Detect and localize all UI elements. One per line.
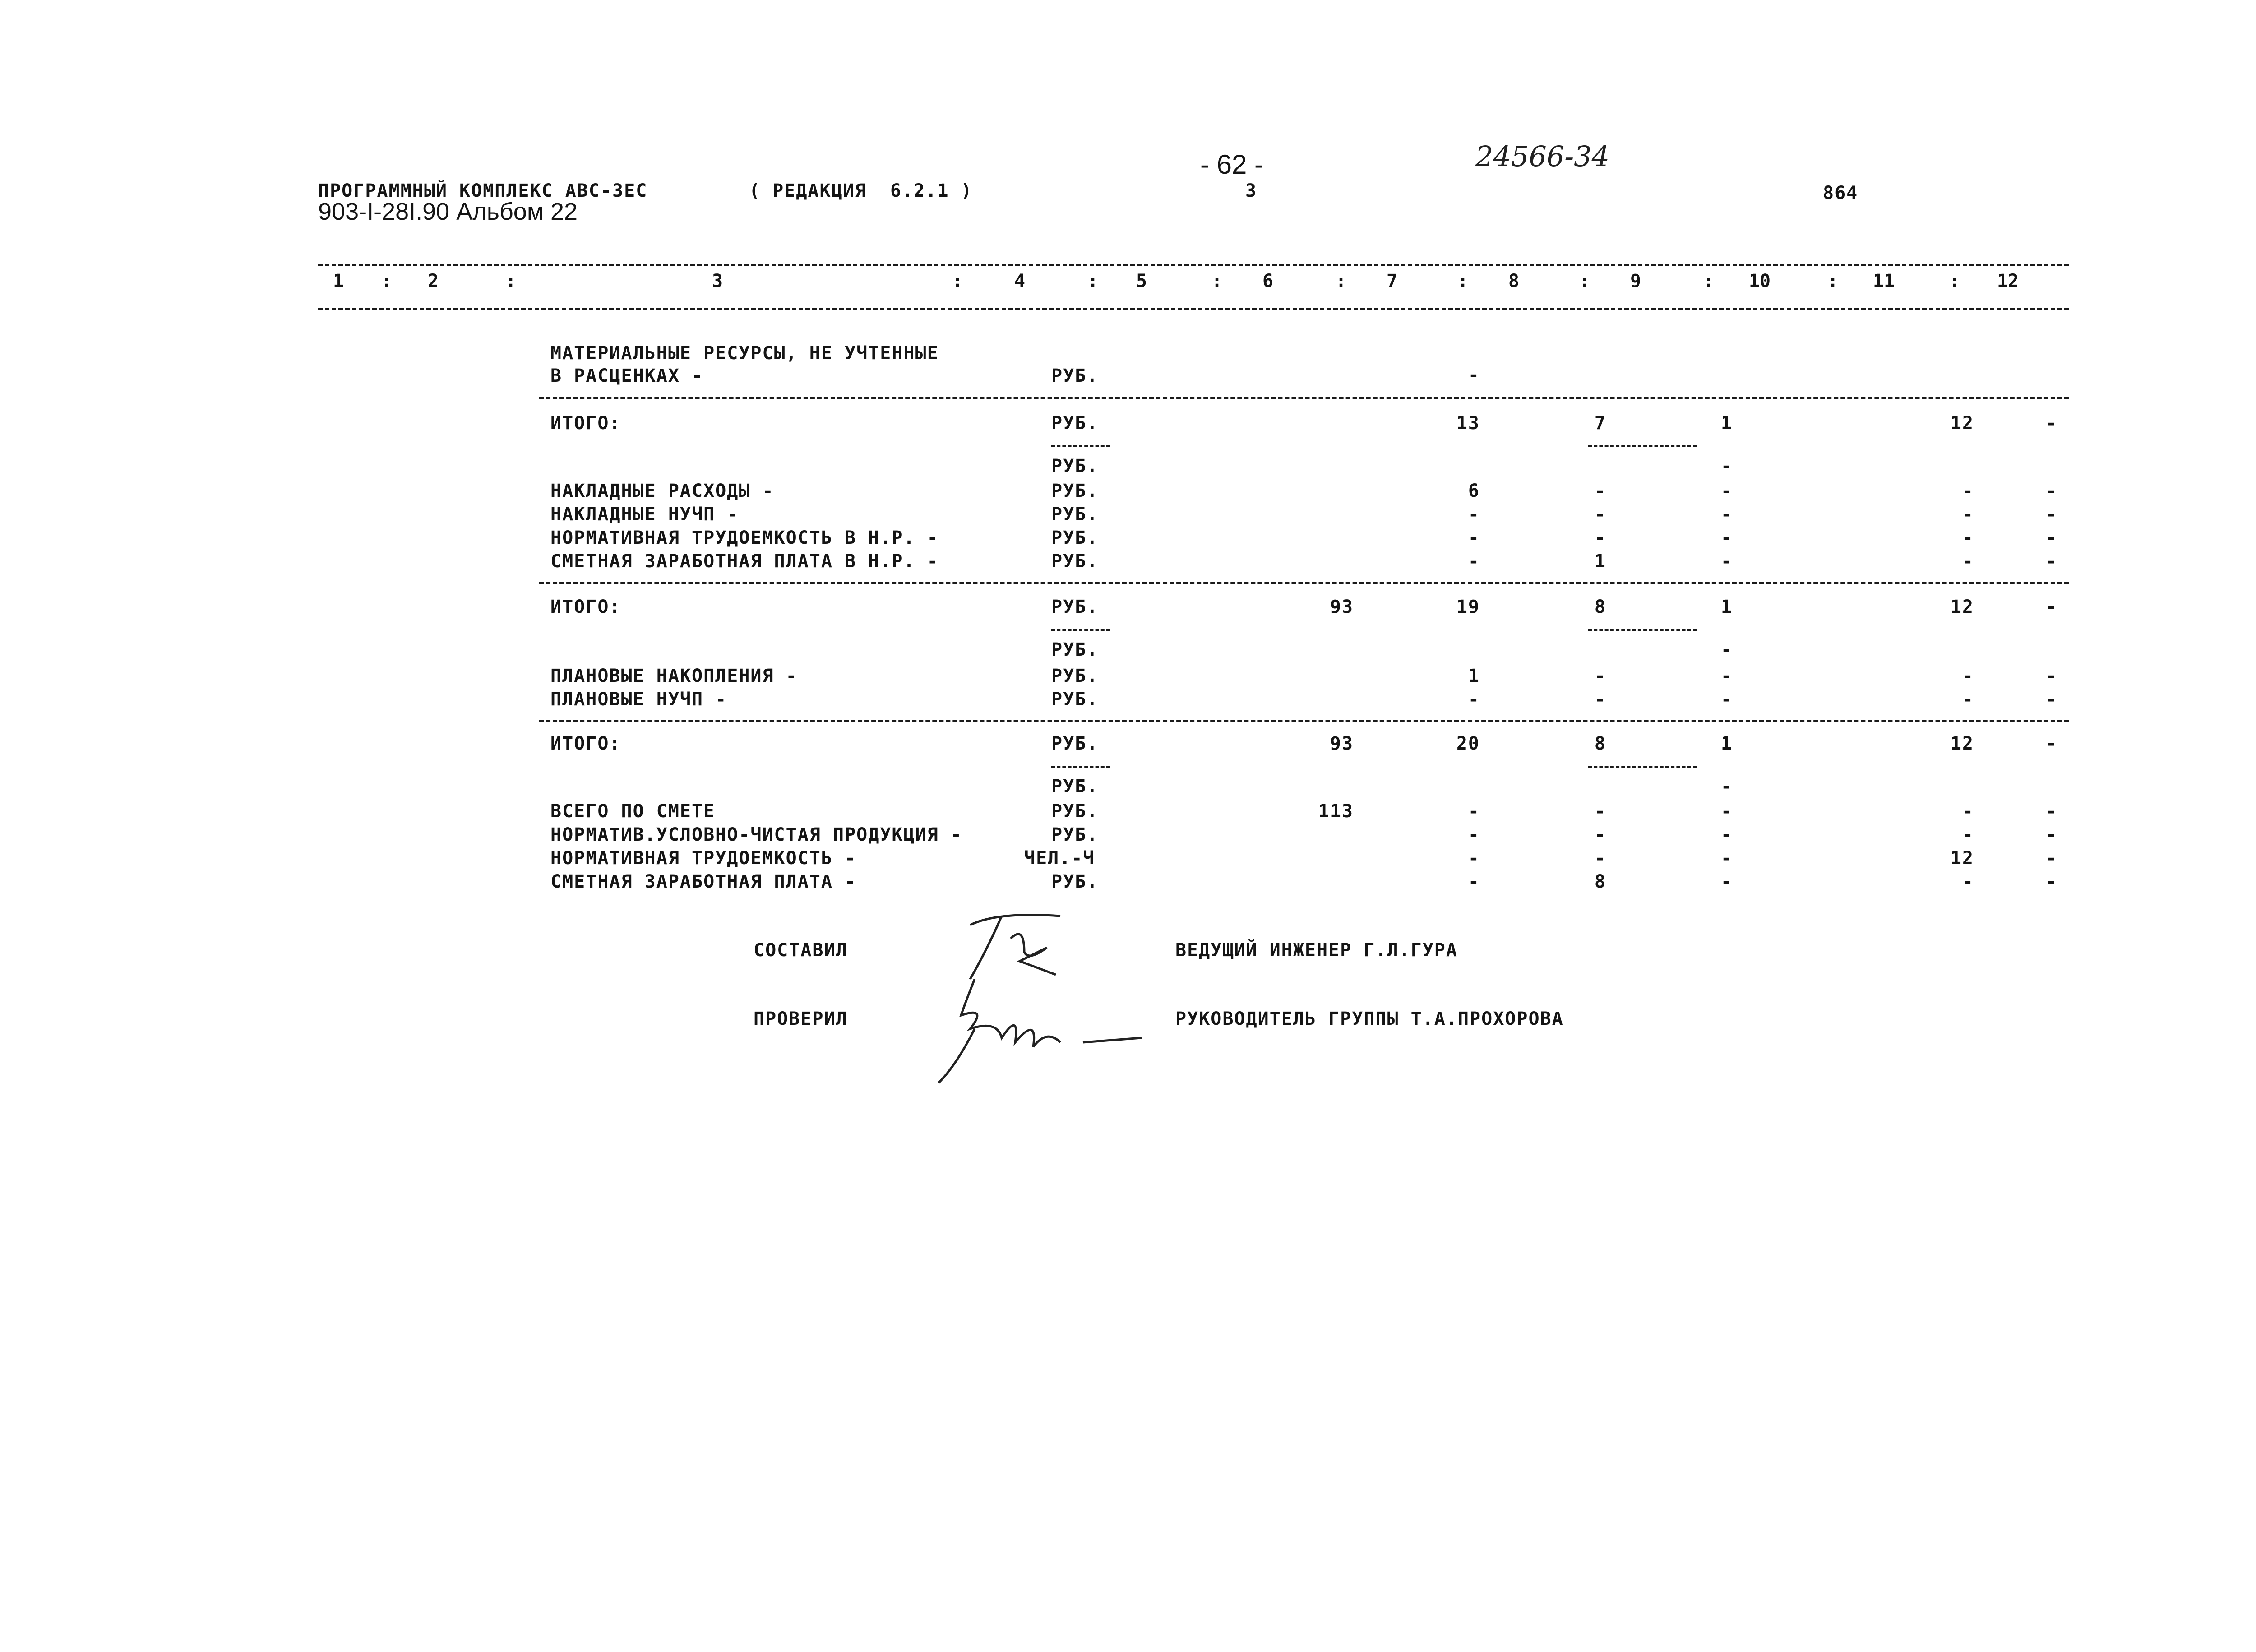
cell-c9: - (1720, 528, 1733, 548)
cell-c11: - (1962, 801, 1974, 822)
total-unit: РУБ. (1051, 733, 1099, 754)
row-unit: РУБ. (1051, 551, 1099, 572)
cell-c9-below: - (1720, 639, 1733, 660)
row-label: ПЛАНОВЫЕ НУЧП - (550, 689, 727, 710)
signature-checked (929, 975, 1155, 1092)
cell-c12: - (2045, 666, 2057, 686)
column-separator: : (381, 271, 393, 292)
cell-c9: 1 (1720, 733, 1733, 754)
cell-c8: 7 (1594, 413, 1606, 434)
subtotal-underline (1588, 766, 1697, 768)
total-label: ИТОГО: (550, 413, 621, 434)
program-name: ПРОГРАММНЫЙ КОМПЛЕКС АВС-3ЕС (318, 180, 648, 201)
column-separator: : (505, 271, 517, 292)
cell-c11: - (1962, 528, 1974, 548)
cell-c12: - (2045, 481, 2057, 501)
cell-c11: - (1962, 824, 1974, 845)
cell-c9-below: - (1720, 456, 1733, 477)
total-unit: РУБ. (1051, 413, 1099, 434)
column-header-11: 11 (1872, 271, 1895, 292)
row-unit: РУБ. (1051, 666, 1099, 686)
cell-c11: - (1962, 666, 1974, 686)
edition: ( РЕДАКЦИЯ 6.2.1 ) (749, 180, 973, 201)
cell-c9: - (1720, 504, 1733, 525)
cell-c9: - (1720, 801, 1733, 822)
cell-c8: - (1594, 481, 1606, 501)
row-label: НОРМАТИВ.УСЛОВНО-ЧИСТАЯ ПРОДУКЦИЯ - (550, 824, 962, 845)
cell-c9: - (1720, 689, 1733, 710)
total-unit-below: РУБ. (1051, 456, 1099, 477)
cell-c7: - (1468, 824, 1480, 845)
row-unit: РУБ. (1051, 824, 1099, 845)
cell-c6: 93 (1330, 733, 1354, 754)
cell-c11: - (1962, 504, 1974, 525)
column-separator: : (1087, 271, 1099, 292)
total-label: ИТОГО: (550, 733, 621, 754)
unit-underline (1051, 766, 1110, 768)
cell-c11: - (1962, 551, 1974, 572)
cell-c8: 8 (1594, 733, 1606, 754)
checked-label: ПРОВЕРИЛ (754, 1009, 848, 1029)
unit-underline (1051, 445, 1110, 447)
row-unit: РУБ. (1051, 504, 1099, 525)
subtotal-underline (1588, 629, 1697, 631)
row-label: СМЕТНАЯ ЗАРАБОТНАЯ ПЛАТА В Н.Р. - (550, 551, 939, 572)
cell-c7: - (1468, 365, 1480, 385)
cell-c7: - (1468, 871, 1480, 892)
column-header-1: 1 (333, 271, 344, 292)
row-unit: РУБ. (1051, 871, 1099, 892)
cell-c6: 113 (1318, 801, 1354, 822)
total-unit-below: РУБ. (1051, 776, 1099, 797)
cell-c11: - (1962, 871, 1974, 892)
cell-c12: - (2045, 801, 2057, 822)
row-label: НАКЛАДНЫЕ РАСХОДЫ - (550, 481, 774, 501)
sheet-number: 3 (1245, 180, 1257, 201)
total-unit: РУБ. (1051, 597, 1099, 617)
cell-c8: - (1594, 528, 1606, 548)
cell-c8: - (1594, 848, 1606, 869)
cell-c9: - (1720, 551, 1733, 572)
materials-unit: РУБ. (1051, 366, 1099, 386)
cell-c12: - (2045, 689, 2057, 710)
document-code: 864 (1823, 183, 1858, 204)
row-label: НОРМАТИВНАЯ ТРУДОЕМКОСТЬ В Н.Р. - (550, 528, 939, 548)
column-header-8: 8 (1508, 271, 1520, 292)
cell-c7: 20 (1456, 733, 1480, 754)
column-separator: : (1211, 271, 1223, 292)
cell-c8: - (1594, 504, 1606, 525)
column-header-5: 5 (1136, 271, 1147, 292)
cell-c7: 13 (1456, 413, 1480, 434)
cell-c8: - (1594, 824, 1606, 845)
cell-c7: 1 (1468, 666, 1480, 686)
cell-c9: 1 (1720, 413, 1733, 434)
materials-label-1: МАТЕРИАЛЬНЫЕ РЕСУРСЫ, НЕ УЧТЕННЫЕ (550, 343, 939, 364)
cell-c7: - (1468, 689, 1480, 710)
column-header-3: 3 (712, 271, 723, 292)
column-separator: : (1336, 271, 1347, 292)
materials-label-2: В РАСЦЕНКАХ - (550, 366, 704, 386)
cell-c8: 8 (1594, 597, 1606, 617)
cell-c12: - (2045, 597, 2057, 617)
cell-c7: 19 (1456, 597, 1480, 617)
column-header-12: 12 (1997, 271, 2019, 292)
row-unit: РУБ. (1051, 481, 1099, 501)
column-separator: : (1827, 271, 1839, 292)
total-label: ИТОГО: (550, 597, 621, 617)
cell-c7: - (1468, 504, 1480, 525)
cell-c12: - (2045, 413, 2057, 434)
row-unit: РУБ. (1051, 528, 1099, 548)
cell-c8: 8 (1594, 871, 1606, 892)
project-title: 903-I-28I.90 Альбом 22 (318, 198, 578, 225)
cell-c11: 12 (1950, 733, 1974, 754)
cell-c9: - (1720, 824, 1733, 845)
column-separator: : (952, 271, 963, 292)
page-number: - 62 - (1200, 149, 1264, 180)
row-label: ВСЕГО ПО СМЕТЕ (550, 801, 716, 822)
column-header-7: 7 (1386, 271, 1398, 292)
section-rule (539, 720, 2069, 722)
cell-c11: - (1962, 689, 1974, 710)
column-header-9: 9 (1630, 271, 1641, 292)
cell-c9: - (1720, 848, 1733, 869)
cell-c12: - (2045, 504, 2057, 525)
row-label: НОРМАТИВНАЯ ТРУДОЕМКОСТЬ - (550, 848, 857, 869)
cell-c11: 12 (1950, 597, 1974, 617)
cell-c6: 93 (1330, 597, 1354, 617)
cell-c11: 12 (1950, 848, 1974, 869)
column-separator: : (1457, 271, 1469, 292)
cell-c12: - (2045, 848, 2057, 869)
compiled-label: СОСТАВИЛ (754, 940, 848, 961)
cell-c7: - (1468, 848, 1480, 869)
cell-c8: - (1594, 689, 1606, 710)
cell-c8: - (1594, 666, 1606, 686)
header-bottom-rule (318, 308, 2069, 310)
signature-compiled (957, 907, 1074, 984)
cell-c9: - (1720, 871, 1733, 892)
row-label: ПЛАНОВЫЕ НАКОПЛЕНИЯ - (550, 666, 798, 686)
cell-c9: - (1720, 481, 1733, 501)
column-separator: : (1949, 271, 1960, 292)
row-unit: РУБ. (1051, 689, 1099, 710)
cell-c9: - (1720, 666, 1733, 686)
cell-c12: - (2045, 824, 2057, 845)
column-header-4: 4 (1014, 271, 1026, 292)
section-rule (539, 397, 2069, 399)
checked-by: РУКОВОДИТЕЛЬ ГРУППЫ Т.А.ПРОХОРОВА (1175, 1009, 1564, 1029)
total-unit-below: РУБ. (1051, 639, 1099, 660)
compiled-by: ВЕДУЩИЙ ИНЖЕНЕР Г.Л.ГУРА (1175, 940, 1458, 961)
cell-c8: - (1594, 801, 1606, 822)
row-label: СМЕТНАЯ ЗАРАБОТНАЯ ПЛАТА - (550, 871, 857, 892)
cell-c8: 1 (1594, 551, 1606, 572)
subtotal-underline (1588, 445, 1697, 447)
cell-c9-below: - (1720, 776, 1733, 797)
cell-c12: - (2045, 733, 2057, 754)
cell-c7: 6 (1468, 481, 1480, 501)
cell-c11: - (1962, 481, 1974, 501)
column-separator: : (1703, 271, 1715, 292)
column-separator: : (1579, 271, 1590, 292)
unit-underline (1051, 629, 1110, 631)
cell-c12: - (2045, 551, 2057, 572)
row-label: НАКЛАДНЫЕ НУЧП - (550, 504, 739, 525)
column-header-2: 2 (427, 271, 439, 292)
row-unit: ЧЕЛ.-Ч (1024, 848, 1095, 869)
row-unit: РУБ. (1051, 801, 1099, 822)
cell-c7: - (1468, 528, 1480, 548)
column-header-10: 10 (1748, 271, 1771, 292)
section-rule (539, 582, 2069, 584)
cell-c9: 1 (1720, 597, 1733, 617)
column-header-6: 6 (1262, 271, 1274, 292)
cell-c11: 12 (1950, 413, 1974, 434)
header-top-rule (318, 264, 2069, 266)
cell-c7: - (1468, 551, 1480, 572)
cell-c12: - (2045, 871, 2057, 892)
document-number: 24566-34 (1475, 140, 1610, 173)
cell-c12: - (2045, 528, 2057, 548)
cell-c7: - (1468, 801, 1480, 822)
